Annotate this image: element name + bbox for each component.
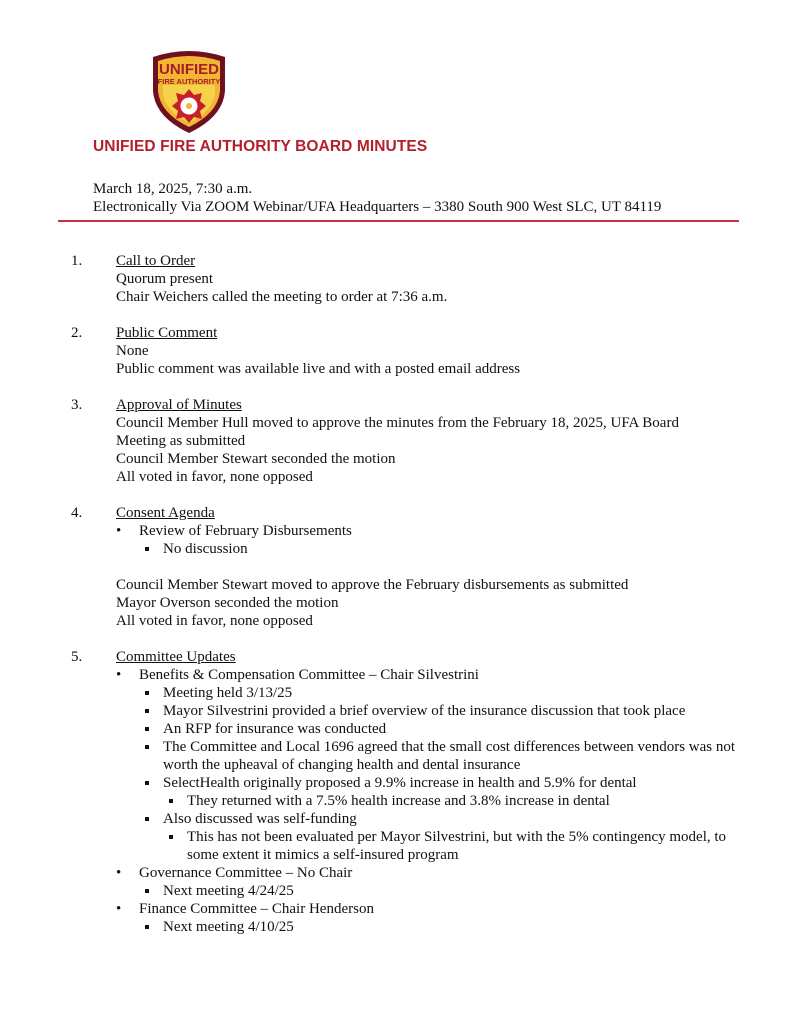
item-heading: Call to Order	[116, 253, 196, 269]
bullet-item: • Finance Committee – Chair Henderson	[116, 900, 752, 918]
item-line: Council Member Hull moved to approve the minutes from the February 18, 2025, UFA Board Meeting as submitted	[116, 415, 679, 449]
document-title: UNIFIED FIRE AUTHORITY BOARD MINUTES	[93, 138, 428, 155]
item-line: Public comment was available live and with a posted email address	[116, 361, 521, 377]
bullet-item: • Review of February Disbursements	[116, 522, 791, 540]
sub-bullet-item: No discussion	[140, 540, 791, 558]
item-line: Mayor Overson seconded the motion	[116, 595, 339, 611]
sub-sub-bullet-item: This has not been evaluated per Mayor Silvestrini, but with the 5% contingency model, to some extent it mimics a self-insured program	[164, 828, 752, 864]
item-line: Quorum present	[116, 271, 214, 287]
item-number: 2.	[71, 325, 83, 341]
item-line: Council Member Stewart seconded the motion	[116, 451, 396, 467]
sub-sub-bullet-item: They returned with a 7.5% health increase and 3.8% increase in dental	[164, 792, 752, 810]
agenda-item-committee-updates	[0, 648, 791, 936]
item-line: All voted in favor, none opposed	[116, 469, 313, 485]
sub-bullet-item: Also discussed was self-funding	[140, 810, 752, 828]
item-number: 1.	[71, 253, 83, 269]
bullet-item: • Governance Committee – No Chair	[116, 864, 752, 882]
agenda-item-consent-agenda	[0, 504, 791, 630]
item-heading: Approval of Minutes	[116, 397, 242, 413]
sub-bullet-item: Mayor Silvestrini provided a brief overview of the insurance discussion that took place	[140, 702, 752, 720]
sub-bullet-item: Meeting held 3/13/25	[140, 684, 752, 702]
sub-bullet-item: An RFP for insurance was conducted	[140, 720, 752, 738]
sub-bullet-item: SelectHealth originally proposed a 9.9% increase in health and 5.9% for dental	[140, 774, 752, 792]
item-heading: Public Comment	[116, 325, 218, 341]
header-divider	[58, 220, 739, 222]
sub-bullet-item: The Committee and Local 1696 agreed that the small cost differences between vendors was not worth the upheaval of changing health and dental insurance	[140, 738, 752, 774]
item-number: 5.	[71, 649, 83, 665]
item-heading: Committee Updates	[116, 649, 236, 665]
item-line: Chair Weichers called the meeting to order at 7:36 a.m.	[116, 289, 448, 305]
item-line: Council Member Stewart moved to approve the February disbursements as submitted	[116, 577, 629, 593]
item-line: None	[116, 343, 149, 359]
svg-text:FIRE AUTHORITY: FIRE AUTHORITY	[157, 77, 221, 86]
item-line: All voted in favor, none opposed	[116, 613, 313, 629]
item-heading: Consent Agenda	[116, 505, 215, 521]
sub-bullet-item: Next meeting 4/24/25	[140, 882, 752, 900]
meeting-date-time: March 18, 2025, 7:30 a.m.	[93, 181, 253, 197]
agenda-item-call-to-order	[0, 252, 791, 306]
agenda-list	[0, 252, 791, 954]
bullet-item: • Benefits & Compensation Committee – Chair Silvestrini	[116, 666, 752, 684]
sub-bullet-item: Next meeting 4/10/25	[140, 918, 752, 936]
svg-text:UNIFIED: UNIFIED	[159, 61, 219, 78]
meeting-location: Electronically Via ZOOM Webinar/UFA Headquarters – 3380 South 900 West SLC, UT 84119	[93, 199, 662, 215]
ufa-logo-badge	[145, 47, 233, 135]
item-number: 3.	[71, 397, 83, 413]
shield-icon	[145, 47, 233, 135]
agenda-item-approval-of-minutes	[0, 396, 791, 486]
item-number: 4.	[71, 505, 83, 521]
meeting-meta	[93, 180, 661, 216]
agenda-item-public-comment	[0, 324, 791, 378]
